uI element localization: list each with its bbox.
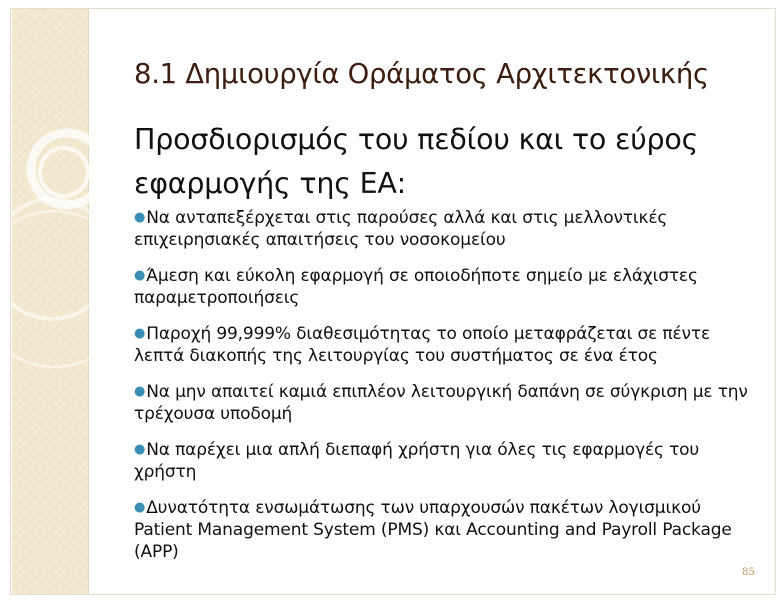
bullet-item	[134, 497, 759, 563]
bullet-text: Παροχή 99,999% διαθεσιμότητας το οποίο μεταφράζεται σε πέντε λεπτά διακοπής της λειτουργίας του συστήματος σε ένα έτος	[134, 324, 710, 366]
bullet-text: Να ανταπεξέρχεται στις παρούσες αλλά και στις μελλοντικές επιχειρησιακές απαιτήσεις του νοσοκομείου	[134, 208, 668, 250]
bullet-icon: ●	[134, 326, 146, 341]
slide-subtitle: Προσδιορισμός του πεδίου και το εύρος εφαρμογής της ΕΑ:	[134, 123, 699, 200]
bullet-icon: ●	[134, 268, 146, 283]
bullet-icon: ●	[134, 210, 146, 225]
bullet-icon: ●	[134, 500, 146, 515]
bullet-item	[134, 439, 759, 483]
page-number: 85	[742, 567, 755, 578]
bullet-item	[134, 323, 759, 367]
bullet-text: Άμεση και εύκολη εφαρμογή σε οποιοδήποτε σημείο με ελάχιστες παραμετροποιήσεις	[134, 266, 698, 308]
slide-title: 8.1 Δημιουργία Οράματος Αρχιτεκτονικής	[134, 58, 709, 90]
bullet-item	[134, 265, 759, 309]
bullet-text: Να μην απαιτεί καμιά επιπλέον λειτουργική δαπάνη σε σύγκριση με την τρέχουσα υποδομή	[134, 382, 748, 424]
bullet-icon: ●	[134, 384, 146, 399]
bullet-list	[134, 207, 759, 577]
bullet-item	[134, 381, 759, 425]
bullet-text: Δυνατότητα ενσωμάτωσης των υπαρχουσών πακέτων λογισμικού Patient Management System (PMS) και Accounting and Payroll Package (APP)	[134, 498, 732, 562]
bullet-text: Να παρέχει μια απλή διεπαφή χρήστη για όλες τις εφαρμογές του χρήστη	[134, 440, 700, 482]
bullet-item	[134, 207, 759, 251]
bullet-icon: ●	[134, 442, 146, 457]
